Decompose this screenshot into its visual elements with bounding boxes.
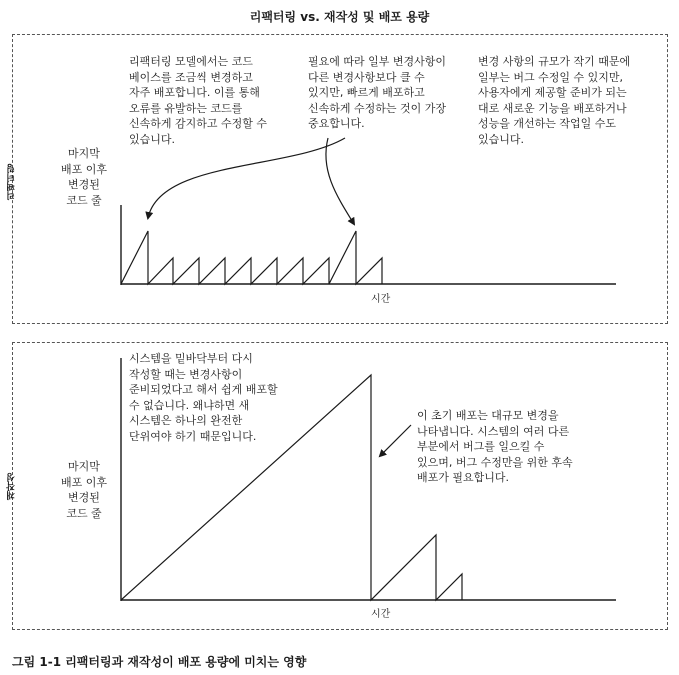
note-line: 나타냅니다. 시스템의 여러 다른 [417, 424, 570, 438]
note-line: 성능을 개선하는 작업일 수도 [478, 117, 617, 130]
rewrite-side-label: 재작성 [7, 473, 17, 501]
y-label-line: 코드 줄 [66, 506, 102, 520]
note-line: 배포가 필요합니다. [417, 471, 510, 484]
arrow-to-first-release [148, 138, 345, 218]
refactoring-axes [121, 205, 616, 285]
note-line: 대로 새로운 기능을 배포하거나 [478, 101, 627, 115]
note-line: 베이스를 조금씩 변경하고 [129, 70, 253, 84]
note-line: 신속하게 감지하고 수정할 수 [129, 117, 268, 130]
note-line: 부분에서 버그를 일으킬 수 [417, 440, 545, 453]
y-label-line: 마지막 [68, 147, 100, 160]
note-line: 변경 사항의 규모가 작기 때문에 [478, 55, 631, 68]
y-label-line: 코드 줄 [66, 193, 102, 207]
note-line: 일부는 버그 수정일 수 있지만, [478, 70, 623, 84]
refactoring-sawtooth-line [121, 231, 382, 284]
note-line: 이 초기 배포는 대규모 변경을 [417, 409, 559, 422]
note-line: 필요에 따라 일부 변경사항이 [308, 55, 447, 68]
note-line: 자주 배포합니다. 이를 통해 [129, 86, 260, 99]
note-line: 오류를 유발하는 코드를 [129, 101, 243, 115]
note-line: 신속하게 수정하는 것이 가장 [308, 101, 447, 115]
note-line: 사용자에게 제공할 준비가 되는 [478, 86, 627, 99]
arrow-to-larger-release [326, 138, 354, 224]
note-line: 있지만, 빠르게 배포하고 [308, 86, 425, 99]
note-line: 준비되었다고 해서 쉽게 배포할 [129, 383, 278, 396]
note-line: 수 없습니다. 왜냐하면 새 [129, 398, 250, 412]
figure-caption: 그림 1-1 리팩터링과 재작성이 배포 용량에 미치는 영향 [12, 655, 307, 669]
rewrite-axes [121, 358, 616, 601]
rewrite-deployment-line [121, 375, 462, 600]
note-line: 중요합니다. [308, 117, 365, 130]
arrow-to-initial-release [380, 425, 411, 456]
note-line: 있습니다. [478, 132, 525, 146]
note-line: 있습니다. [129, 132, 176, 146]
y-label-line: 변경된 [68, 491, 100, 504]
note-line: 다른 변경사항보다 클 수 [308, 70, 425, 84]
note-line: 리팩터링 모델에서는 코드 [129, 55, 253, 68]
refactoring-x-axis-label: 시간 [371, 294, 391, 305]
note-line: 단위여야 하기 때문입니다. [129, 429, 257, 443]
refactoring-side-label: 리팩터링 [7, 164, 17, 200]
y-label-line: 배포 이후 [60, 475, 107, 489]
rewrite-x-axis-label: 시간 [371, 609, 391, 620]
y-label-line: 변경된 [68, 178, 100, 191]
note-line: 시스템을 밑바닥부터 다시 [129, 352, 253, 365]
note-line: 작성할 때는 변경사항이 [129, 367, 243, 381]
y-label-line: 배포 이후 [60, 162, 107, 176]
y-label-line: 마지막 [68, 460, 100, 473]
note-line: 시스템은 하나의 완전한 [129, 414, 243, 427]
figure-title: 리팩터링 vs. 재작성 및 배포 용량 [249, 10, 430, 24]
note-line: 있으며, 버그 수정만을 위한 후속 [417, 455, 573, 469]
